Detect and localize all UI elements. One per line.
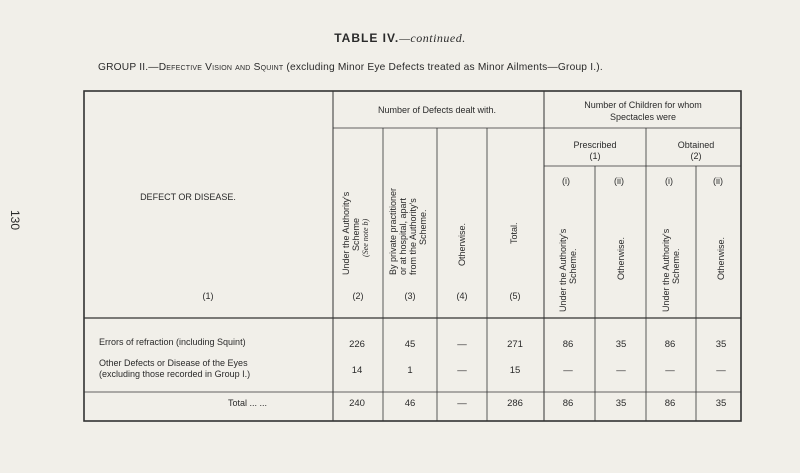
total-row-label: Total ... ...: [228, 398, 268, 408]
col3-number: (3): [404, 291, 416, 301]
col3-header-line3: from the Authority's: [408, 198, 418, 275]
row1-label: Errors of refraction (including Squint): [99, 337, 246, 347]
col3-header-line1: By private practitioner: [388, 187, 398, 275]
col6-header-line2: Scheme.: [568, 248, 578, 284]
col3-header-line2: or at hospital, apart: [398, 197, 408, 275]
total-col3: 46: [404, 398, 416, 409]
obtained-number: (2): [690, 151, 702, 161]
total-col6: 86: [562, 398, 574, 409]
total-col5: 286: [507, 398, 523, 409]
subtitle-group: GROUP II.—: [98, 62, 159, 73]
col4-header: Otherwise.: [457, 222, 467, 266]
col2-header-line2: Scheme: [351, 217, 361, 251]
row2-col6: —: [563, 365, 573, 376]
defects-group-header: Number of Defects dealt with.: [377, 105, 497, 115]
row1-col9: 35: [715, 339, 727, 350]
col8-header-line2: Scheme.: [671, 248, 681, 284]
row1-col5: 271: [507, 339, 523, 350]
col5-number: (5): [509, 291, 521, 301]
subtitle-heading: Defective Vision and Squint: [158, 62, 284, 73]
col2-header-line1: Under the Authority's: [341, 191, 351, 275]
row2-col3: 1: [407, 365, 413, 376]
row2-col4: —: [457, 365, 467, 376]
title-suffix: —continued.: [399, 31, 466, 45]
col9-header: Otherwise.: [716, 236, 726, 280]
prescribed-number: (1): [589, 151, 601, 161]
sub-i-obtained: (i): [665, 176, 673, 186]
total-col4: —: [457, 398, 467, 409]
children-group-header-line2: Spectacles were: [609, 112, 677, 122]
col2-number: (2): [352, 291, 364, 301]
row2-col5: 15: [509, 365, 521, 376]
title-main: TABLE IV.: [334, 31, 400, 45]
col7-header: Otherwise.: [616, 236, 626, 280]
row1-col3: 45: [404, 339, 416, 350]
row1-col4: —: [457, 339, 467, 350]
obtained-label: Obtained: [677, 140, 715, 150]
sub-i-prescribed: (i): [562, 176, 570, 186]
page-number: 130: [8, 210, 22, 231]
row2-col9: —: [716, 365, 726, 376]
total-col9: 35: [715, 398, 727, 409]
sub-ii-obtained: (ii): [713, 176, 723, 186]
col3-header-line4: Scheme.: [418, 209, 428, 245]
col2-header-note: (See note b): [361, 218, 370, 257]
subtitle-rest: (excluding Minor Eye Defects treated as Minor Ailments—Group I.).: [283, 62, 603, 73]
row1-col7: 35: [615, 339, 627, 350]
total-col2: 240: [349, 398, 365, 409]
sub-ii-prescribed: (ii): [614, 176, 624, 186]
row1-col8: 86: [664, 339, 676, 350]
row2-col7: —: [616, 365, 626, 376]
total-col7: 35: [615, 398, 627, 409]
defect-header: DEFECT OR DISEASE.: [140, 192, 236, 202]
total-col8: 86: [664, 398, 676, 409]
row1-col6: 86: [562, 339, 574, 350]
row1-col2: 226: [349, 339, 365, 350]
children-group-header-line1: Number of Children for whom: [584, 100, 702, 110]
row2-col8: —: [665, 365, 675, 376]
row2-label-line2: (excluding those recorded in Group I.): [99, 369, 251, 379]
col8-header-line1: Under the Authority's: [661, 228, 671, 312]
prescribed-label: Prescribed: [573, 140, 617, 150]
col5-header: Total.: [509, 222, 519, 244]
row2-label-line1: Other Defects or Disease of the Eyes: [99, 358, 248, 368]
col6-header-line1: Under the Authority's: [558, 228, 568, 312]
row2-col2: 14: [351, 365, 363, 376]
col4-number: (4): [456, 291, 468, 301]
col1-number: (1): [202, 291, 214, 301]
